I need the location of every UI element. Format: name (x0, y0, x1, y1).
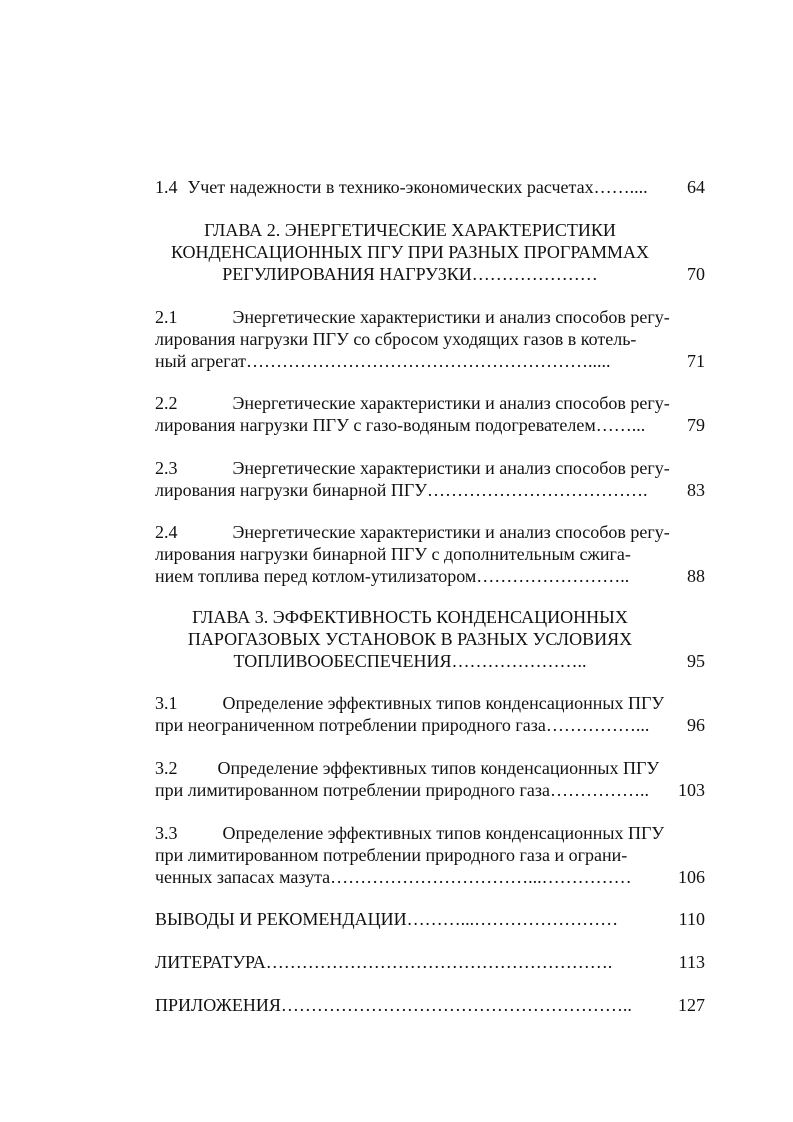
toc-entry-2-2[interactable] (155, 392, 705, 436)
page-number: 71 (687, 351, 705, 371)
section-title: ЛИТЕРАТУРА…………………………………………………. (155, 952, 613, 972)
page-number: 106 (678, 867, 705, 887)
page-number: 113 (678, 952, 705, 972)
chapter-title-line: ГЛАВА 3. ЭФФЕКТИВНОСТЬ КОНДЕНСАЦИОННЫХ (192, 607, 628, 627)
chapter-title-line: ПАРОГАЗОВЫХ УСТАНОВОК В РАЗНЫХ УСЛОВИЯХ (187, 629, 633, 649)
toc-entry-3-1[interactable] (155, 692, 705, 736)
toc-entry-2-3[interactable] (155, 457, 705, 501)
section-number: 2.2 (155, 393, 178, 413)
toc-chapter-3[interactable] (155, 606, 705, 672)
section-title-line: ный агрегат…………………………………………………..... (155, 351, 611, 371)
section-number: 2.3 (155, 458, 178, 478)
chapter-title-line: ГЛАВА 2. ЭНЕРГЕТИЧЕСКИЕ ХАРАКТЕРИСТИКИ (204, 220, 616, 240)
section-number: 1.4 (155, 177, 178, 197)
page-number: 88 (687, 566, 705, 586)
section-title-line: Определение эффективных типов конденсационных ПГУ (222, 693, 665, 713)
section-title-line: Энергетические характеристики и анализ способов регу- (232, 458, 670, 478)
section-title: ПРИЛОЖЕНИЯ………………………………………………….. (155, 995, 632, 1015)
page-number: 64 (687, 177, 705, 197)
section-number: 3.3 (155, 823, 178, 843)
section-number: 3.2 (155, 758, 178, 778)
toc-entry-text (155, 176, 648, 198)
section-title-line: лирования нагрузки бинарной ПГУ с дополнительным сжига- (155, 544, 631, 564)
section-title-line: при лимитированном потреблении природного газа…………….. (155, 780, 649, 800)
section-title-line: лирования нагрузки ПГУ с газо-водяным подогревателем……... (155, 415, 646, 435)
toc-conclusions[interactable] (155, 908, 705, 930)
section-title-line: нием топлива перед котлом-утилизатором…………………….. (155, 566, 630, 586)
section-title-line: Энергетические характеристики и анализ способов регу- (232, 522, 670, 542)
section-title-line: Определение эффективных типов конденсационных ПГУ (222, 823, 665, 843)
page-number: 96 (687, 715, 705, 735)
toc-entry-2-1[interactable] (155, 306, 705, 372)
page-number: 103 (678, 780, 705, 800)
section-number: 2.1 (155, 307, 178, 327)
section-title-line: ченных запасах мазута……………………………...…………… (155, 867, 632, 887)
toc-entry-3-3[interactable] (155, 822, 705, 888)
chapter-title-line: РЕГУЛИРОВАНИЯ НАГРУЗКИ………………… (222, 264, 598, 284)
page-number: 110 (678, 909, 705, 929)
page-number: 79 (687, 415, 705, 435)
section-title: Учет надежности в технико-экономических расчетах…….... (187, 177, 648, 197)
page-number: 127 (678, 995, 705, 1015)
page-number: 95 (687, 651, 705, 671)
page-number: 70 (687, 264, 705, 284)
toc-appendix[interactable] (155, 994, 705, 1016)
toc-entry-2-4[interactable] (155, 521, 705, 587)
section-number: 2.4 (155, 522, 178, 542)
toc-chapter-2[interactable] (155, 219, 705, 285)
section-number: 3.1 (155, 693, 178, 713)
section-title-line: при лимитированном потреблении природного газа и ограни- (155, 845, 628, 865)
toc-entry-1-4[interactable] (155, 176, 705, 198)
section-title-line: лирования нагрузки бинарной ПГУ………………………………. (155, 480, 648, 500)
toc-entry-3-2[interactable] (155, 757, 705, 801)
section-title-line: Энергетические характеристики и анализ способов регу- (232, 393, 670, 413)
page-number: 83 (687, 480, 705, 500)
section-title-line: при неограниченном потреблении природного газа……………... (155, 715, 650, 735)
section-title-line: Определение эффективных типов конденсационных ПГУ (217, 758, 660, 778)
toc-literature[interactable] (155, 951, 705, 973)
section-title-line: Энергетические характеристики и анализ способов регу- (232, 307, 670, 327)
chapter-title-line: КОНДЕНСАЦИОННЫХ ПГУ ПРИ РАЗНЫХ ПРОГРАММАХ (170, 242, 650, 262)
chapter-title-line: ТОПЛИВООБЕСПЕЧЕНИЯ………………….. (233, 651, 587, 671)
section-title-line: лирования нагрузки ПГУ со сбросом уходящих газов в котель- (155, 329, 637, 349)
section-title: ВЫВОДЫ И РЕКОМЕНДАЦИИ………...…………………… (155, 909, 619, 929)
